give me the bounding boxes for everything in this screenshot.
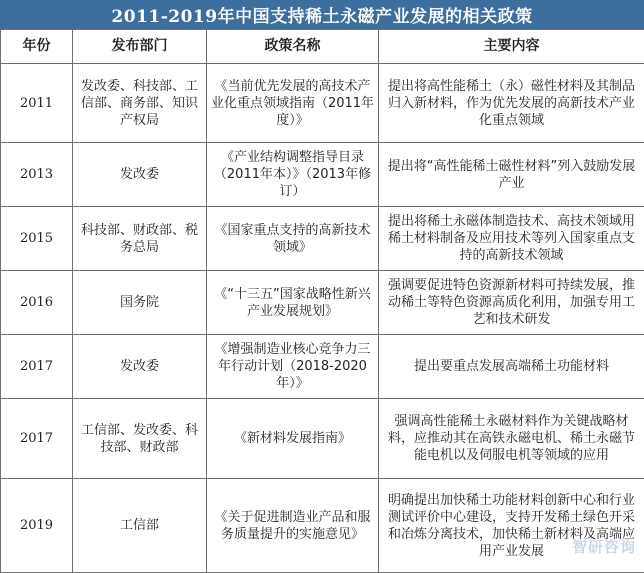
cell-department: 发改委、科技部、工信部、商务部、知识产权局 [73,64,207,143]
cell-year: 2011 [1,64,73,143]
cell-policy: 《关于促进制造业产品和服务质量提升的实施意见》 [207,479,379,573]
cell-year: 2017 [1,335,73,399]
cell-department: 工信部、发改委、科技部、财政部 [73,399,207,479]
cell-department: 国务院 [73,271,207,335]
table-row [1,207,644,271]
cell-content: 强调高性能稀土永磁材料作为关键战略材料，应推动其在高铁永磁电机、稀土永磁节能电机以及伺服电机等领域的应用 [379,399,644,479]
cell-year: 2019 [1,479,73,573]
header-content: 主要内容 [379,30,644,64]
cell-content: 强调要促进特色资源新材料可持续发展，推动稀土等特色资源高质化利用，加强专用工艺和技术研发 [379,271,644,335]
cell-policy: 《增强制造业核心竞争力三年行动计划（2018-2020年）》 [207,335,379,399]
cell-content: 明确提出加快稀土功能材料创新中心和行业测试评价中心建设，支持开发稀土绿色开采和冶炼分离技术，加快稀土新材料及高端应用产业发展 [379,479,644,573]
cell-content: 提出将“高性能稀土磁性材料”列入鼓励发展产业 [379,143,644,207]
table-row [1,143,644,207]
header-row [1,30,644,64]
table-row [1,479,644,573]
policy-table [0,29,644,573]
table-title: 2011-2019年中国支持稀土永磁产业发展的相关政策 [0,0,644,29]
cell-year: 2013 [1,143,73,207]
cell-policy: 《“十三五”国家战略性新兴产业发展规划》 [207,271,379,335]
table-row [1,399,644,479]
watermark-text: 智研咨询 [572,536,636,557]
cell-policy: 《新材料发展指南》 [207,399,379,479]
cell-content: 提出将稀土永磁体制造技术、高技术领域用稀土材料制备及应用技术等列入国家重点支持的高新技术领域 [379,207,644,271]
cell-year: 2016 [1,271,73,335]
cell-department: 工信部 [73,479,207,573]
cell-content: 提出将高性能稀土（永）磁性材料及其制品归入新材料，作为优先发展的高新技术产业化重点领域 [379,64,644,143]
cell-department: 发改委 [73,335,207,399]
cell-department: 科技部、财政部、税务总局 [73,207,207,271]
cell-policy: 《产业结构调整指导目录（2011年本）》（2013年修订） [207,143,379,207]
cell-department: 发改委 [73,143,207,207]
header-policy: 政策名称 [207,30,379,64]
table-row [1,271,644,335]
table-row [1,335,644,399]
header-department: 发布部门 [73,30,207,64]
table-row [1,64,644,143]
cell-content: 提出要重点发展高端稀土功能材料 [379,335,644,399]
cell-year: 2015 [1,207,73,271]
cell-policy: 《国家重点支持的高新技术领域》 [207,207,379,271]
header-year: 年份 [1,30,73,64]
cell-year: 2017 [1,399,73,479]
cell-policy: 《当前优先发展的高技术产业化重点领域指南（2011年度）》 [207,64,379,143]
